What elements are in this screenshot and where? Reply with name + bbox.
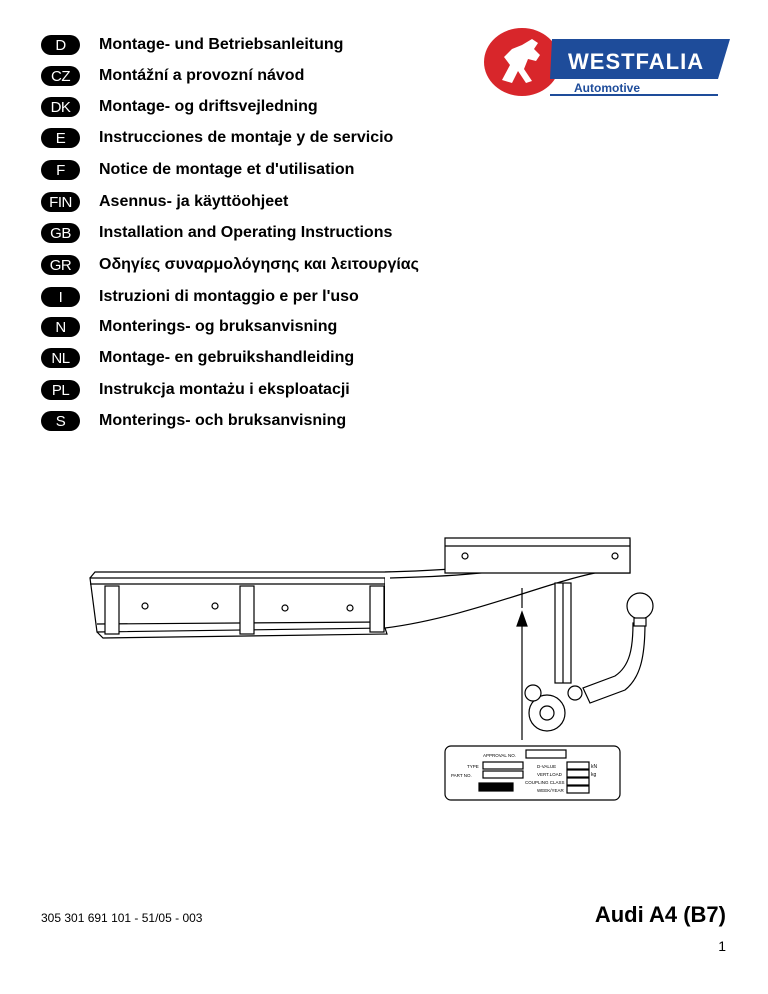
language-title: Instrucciones de montaje y de servicio	[99, 129, 394, 146]
svg-text:kg: kg	[591, 772, 597, 778]
language-code-badge: GR	[41, 255, 80, 275]
towbar-drawing	[85, 528, 655, 808]
language-title: Montage- og driftsvejledning	[99, 98, 318, 115]
page-number: 1	[718, 938, 726, 954]
vehicle-model: Audi A4 (B7)	[594, 902, 726, 927]
language-code-badge: GB	[41, 223, 80, 243]
tow-ball	[627, 593, 653, 619]
language-title: Istruzioni di montaggio e per l'uso	[99, 288, 359, 305]
language-row	[41, 127, 394, 149]
language-code-badge: E	[41, 128, 80, 148]
language-code-badge: NL	[41, 348, 80, 368]
language-title: Monterings- och bruksanvisning	[99, 412, 347, 429]
svg-text:COUPLING CLASS: COUPLING CLASS	[525, 780, 565, 785]
language-code-badge: FIN	[41, 192, 80, 212]
language-code-badge: PL	[41, 380, 80, 400]
westfalia-logo	[482, 25, 732, 100]
logo-brand-text: WESTFALIA	[568, 49, 705, 74]
language-row	[41, 222, 393, 244]
svg-text:kN: kN	[591, 764, 598, 770]
logo-sub-text: Automotive	[574, 81, 640, 95]
svg-text:APPROVAL NO.: APPROVAL NO.	[483, 753, 517, 758]
svg-text:D-VALUE: D-VALUE	[537, 764, 557, 769]
language-title: Montážní a provozní návod	[99, 67, 305, 84]
language-row	[41, 286, 359, 308]
svg-text:TYPE: TYPE	[467, 764, 479, 769]
language-row	[41, 379, 350, 401]
cross-member	[90, 538, 630, 638]
language-code-badge: F	[41, 160, 80, 180]
language-title: Asennus- ja käyttöohjeet	[99, 193, 289, 210]
language-title: Installation and Operating Instructions	[99, 224, 393, 241]
language-code-badge: D	[41, 35, 80, 55]
arrow-icon	[517, 588, 527, 740]
language-row	[41, 316, 338, 338]
language-row	[41, 410, 347, 432]
language-code-badge: DK	[41, 97, 80, 117]
language-code-badge: CZ	[41, 66, 80, 86]
type-plate	[445, 746, 620, 800]
svg-text:WEEK/YEAR: WEEK/YEAR	[537, 788, 564, 793]
language-title: Monterings- og bruksanvisning	[99, 318, 338, 335]
language-title: Montage- und Betriebsanleitung	[99, 36, 344, 53]
language-row	[41, 191, 289, 213]
language-code-badge: I	[41, 287, 80, 307]
language-row	[41, 34, 344, 56]
plate-logo	[479, 783, 513, 791]
svg-text:PART NO.: PART NO.	[451, 773, 472, 778]
ball-hanger	[525, 583, 653, 731]
language-title: Montage- en gebruikshandleiding	[99, 349, 355, 366]
language-row	[41, 159, 355, 181]
language-code-badge: S	[41, 411, 80, 431]
language-row	[41, 96, 318, 118]
language-title: Notice de montage et d'utilisation	[99, 161, 355, 178]
svg-text:VERT.LOAD: VERT.LOAD	[537, 772, 562, 777]
language-title: Instrukcja montażu i eksploatacji	[99, 381, 350, 398]
language-row	[41, 65, 305, 87]
language-row	[41, 347, 355, 369]
language-title: Οδηγίες συναρμολόγησης και λειτουργίας	[99, 256, 419, 273]
language-code-badge: N	[41, 317, 80, 337]
document-number: 305 301 691 101 - 51/05 - 003	[41, 911, 203, 925]
language-row	[41, 254, 419, 276]
